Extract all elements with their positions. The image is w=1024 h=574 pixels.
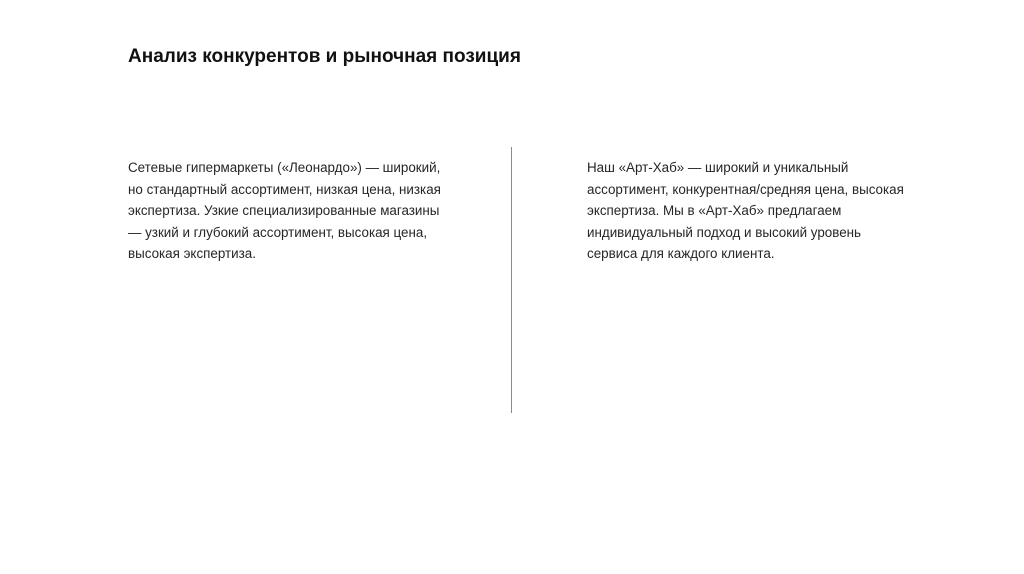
competitors-text-block: [128, 157, 468, 265]
column-divider: [511, 147, 512, 413]
text-line: экспертиза. Узкие специализированные магазины: [128, 203, 440, 219]
text-line: Наш «Арт-Хаб» — широкий и уникальный: [587, 160, 849, 175]
text-line: ассортимент, конкурентная/средняя цена, высокая: [587, 181, 904, 197]
text-line: высокая экспертиза.: [128, 246, 256, 262]
text-line: индивидуальный подход и высокий уровень: [587, 224, 862, 240]
text-line: Сетевые гипермаркеты («Леонардо») — широкий,: [128, 160, 441, 175]
text-line: — узкий и глубокий ассортимент, высокая цена,: [128, 224, 428, 240]
text-line: экспертиза. Мы в «Арт-Хаб» предлагаем: [587, 203, 842, 219]
text-line: сервиса для каждого клиента.: [587, 246, 775, 262]
our-position-text-block: [587, 157, 927, 265]
text-line: но стандартный ассортимент, низкая цена, низкая: [128, 181, 441, 197]
slide-title: Анализ конкурентов и рыночная позиция: [128, 46, 521, 67]
